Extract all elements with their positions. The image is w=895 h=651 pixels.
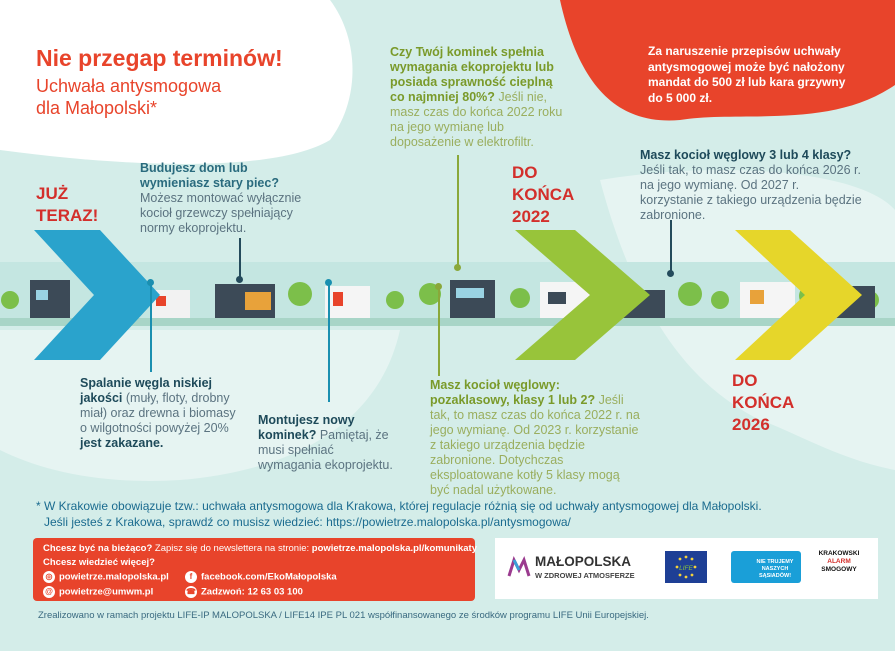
- deadline-line: DO: [732, 371, 758, 390]
- eu-flag-icon: [665, 551, 707, 583]
- footnote: [36, 498, 766, 530]
- facebook-link-text: facebook.com/EkoMałopolska: [201, 571, 337, 583]
- block-boiler-nonclass-heading: Masz kocioł węglowy: pozaklasowy, klasy 1 lub 2?: [430, 378, 596, 407]
- more-info-heading: Chcesz wiedzieć więcej?: [43, 557, 155, 568]
- timeline-dot: [667, 270, 674, 277]
- block-coal-ban: [80, 376, 238, 451]
- block-boiler-34: [640, 148, 865, 223]
- block-fireplace-old-text: Jeśli nie, masz czas do końca 2022 roku na jego wymianę lub doposażenie w elektrofiltr.: [390, 90, 563, 149]
- timeline-stem: [670, 220, 672, 272]
- timeline-dot: [147, 279, 154, 286]
- nie-trujemy-text: NIE TRUJEMY NASZYCH SĄSIADÓW!: [756, 559, 794, 579]
- block-boiler-nonclass-text: Jeśli tak, to masz czas do końca 2022 r. na jego wymianę. Od 2023 r. korzystanie z takiego urządzenia będzie zabronione. Dotychczas eksploatowane kotły 5 klasy mogą być nadal użytkowane.: [430, 393, 640, 497]
- block-coal-ban-text: (muły, floty, drobny miał) oraz drewna i biomasy o wilgotności powyżej 20%: [80, 391, 236, 435]
- newsletter-heading: Chcesz być na bieżąco?: [43, 543, 153, 554]
- block-new-house: [140, 161, 315, 236]
- email-link[interactable]: [43, 586, 153, 598]
- timeline-stem: [239, 238, 241, 278]
- web-link-text: powietrze.malopolska.pl: [59, 571, 169, 583]
- label-now-line: TERAZ!: [36, 206, 99, 225]
- krakowski-alarm-logo: [817, 550, 861, 574]
- contact-box: [33, 538, 475, 601]
- deadline-line: KOŃCA: [512, 185, 575, 204]
- block-penalty: Za naruszenie przepisów uchwały antysmogowej może być nałożony mandat do 500 zł lub kara grzywny do 5 000 zł.: [648, 44, 846, 105]
- subtitle-line: Uchwała antysmogowa: [36, 76, 222, 96]
- eu-stars-icon: [665, 551, 707, 583]
- phone-link[interactable]: [185, 586, 303, 598]
- newsletter-line: [43, 543, 477, 554]
- timeline-dot: [454, 264, 461, 271]
- facebook-link[interactable]: [185, 571, 337, 583]
- block-boiler-nonclass: [430, 378, 640, 498]
- deadline-line: 2022: [512, 207, 550, 226]
- email-link-text: powietrze@umwm.pl: [59, 586, 154, 598]
- kaa-line: SMOGOWY: [821, 566, 857, 573]
- web-link[interactable]: [43, 571, 169, 583]
- page-subtitle: [36, 75, 296, 119]
- timeline-stem: [150, 282, 152, 372]
- label-deadline-2022: [512, 162, 574, 228]
- label-now: [36, 183, 98, 227]
- kaa-line: KRAKOWSKI: [818, 550, 860, 557]
- block-fireplace-old-heading: Czy Twój kominek spełnia wymagania ekoprojektu lub posiada sprawność cieplną co najmniej 80%?: [390, 45, 554, 104]
- phone-link-text: Zadzwoń: 12 63 03 100: [201, 586, 303, 598]
- timeline-dot: [236, 276, 243, 283]
- footnote-line: Jeśli jesteś z Krakowa, sprawdź co musisz wiedzieć: https://powietrze.malopolska.pl/antysmogowa/: [44, 515, 571, 529]
- facebook-icon: f: [185, 571, 197, 583]
- email-icon: @: [43, 586, 55, 598]
- label-deadline-2026: [732, 370, 794, 436]
- timeline-stem: [328, 282, 330, 402]
- arrow-2026: [735, 230, 862, 360]
- deadline-line: DO: [512, 163, 538, 182]
- block-fireplace-old: [390, 45, 570, 150]
- newsletter-text: Zapisz się do newslettera na stronie:: [152, 543, 312, 554]
- timeline-stem: [438, 286, 440, 376]
- block-fireplace-new-heading: Montujesz nowy kominek?: [258, 413, 355, 442]
- block-coal-ban-emphasis: jest zakazane.: [80, 436, 164, 450]
- malopolska-logo-text: MAŁOPOLSKA: [535, 554, 631, 569]
- block-boiler-34-text: Jeśli tak, to masz czas do końca 2026 r. na jego wymianę. Od 2027 r. korzystanie z takiego urządzenia będzie zabronione.: [640, 163, 862, 222]
- label-now-line: JUŻ: [36, 184, 69, 203]
- block-coal-ban-heading: Spalanie węgla niskiej jakości: [80, 376, 213, 405]
- timeline-dot: [325, 279, 332, 286]
- malopolska-logo-tagline: W ZDROWEJ ATMOSFERZE: [535, 571, 635, 580]
- arrow-now: [34, 230, 160, 360]
- arrow-2022: [515, 230, 650, 360]
- deadline-line: KOŃCA: [732, 393, 795, 412]
- funding-note: Zrealizowano w ramach projektu LIFE-IP MALOPOLSKA / LIFE14 IPE PL 021 współfinansowanego ze środków programu LIFE Unii Europejskiej.: [38, 610, 649, 621]
- block-fireplace-new-text: Pamiętaj, że musi spełniać wymagania ekoprojektu.: [258, 428, 393, 472]
- timeline-arrows: [0, 220, 895, 370]
- block-new-house-text: Możesz montować wyłącznie kocioł grzewczy spełniający normy ekoprojektu.: [140, 191, 302, 235]
- phone-icon: ☎: [186, 587, 196, 596]
- deadline-line: 2026: [732, 415, 770, 434]
- logos-box: [495, 538, 878, 599]
- footnote-line: * W Krakowie obowiązuje tzw.: uchwała antysmogowa dla Krakowa, której regulacje różnią się od uchwały antysmogowej dla Małopolski.: [36, 499, 762, 513]
- timeline-stem: [457, 155, 459, 267]
- block-new-house-heading: Budujesz dom lub wymieniasz stary piec?: [140, 161, 279, 190]
- timeline-dot: [435, 283, 442, 290]
- block-fireplace-new: [258, 413, 398, 473]
- globe-icon: ◎: [43, 571, 55, 583]
- block-boiler-34-heading: Masz kocioł węglowy 3 lub 4 klasy?: [640, 148, 852, 162]
- nie-trujemy-logo: [731, 551, 801, 583]
- malopolska-mark-icon: [507, 556, 531, 578]
- newsletter-link[interactable]: powietrze.malopolska.pl/komunikaty: [311, 543, 477, 554]
- page-title: Nie przegap terminów!: [36, 45, 283, 71]
- kaa-line: ALARM: [827, 558, 851, 565]
- svg-text:LIFE: LIFE: [679, 565, 693, 572]
- subtitle-line: dla Małopolski*: [36, 98, 158, 118]
